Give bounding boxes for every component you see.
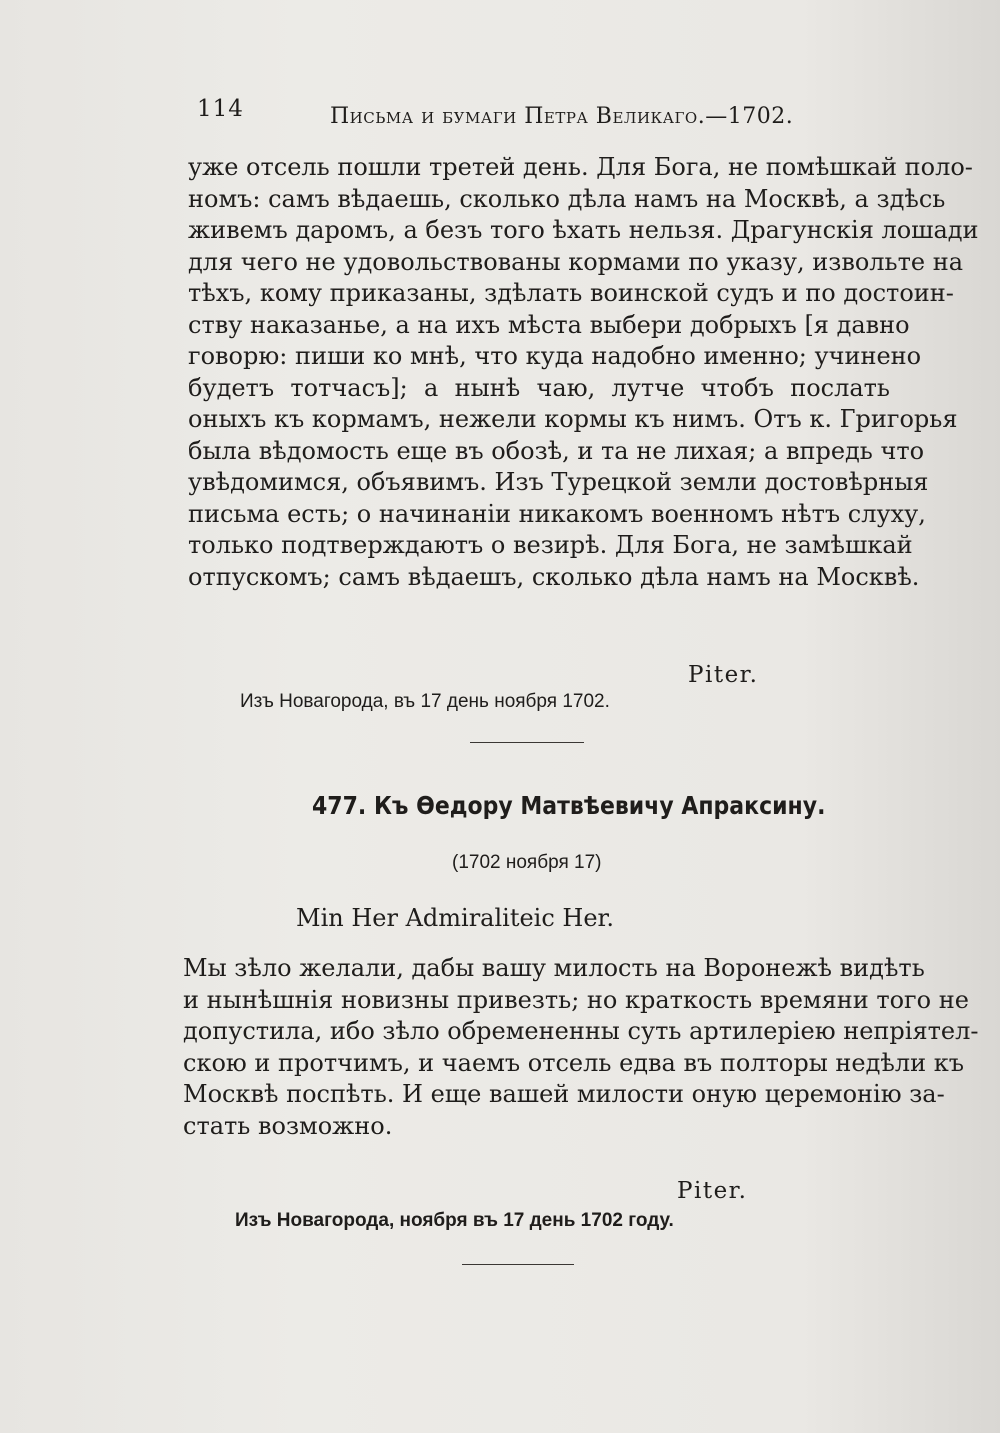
section-divider: [462, 1264, 574, 1265]
text-line: номъ: самъ вѣдаешь, сколько дѣла намъ на Москвѣ, а здѣсь: [188, 184, 946, 213]
text-line: допустила, ибо зѣло обремененны суть артилеріею непріятел-: [183, 1017, 979, 1045]
text-line: Москвѣ поспѣть. И еще вашей милости оную церемонію за-: [183, 1080, 945, 1108]
letter-continued-body: [188, 152, 979, 593]
text-line: отпускомъ; самъ вѣдаешъ, сколько дѣла намъ на Москвѣ.: [188, 562, 920, 591]
signature: Piter.: [688, 662, 759, 688]
text-line: была вѣдомость еще въ обозѣ, и та не лихая; а впредь что: [188, 436, 925, 465]
running-title: Письма и бумаги Петра Великаго.—1702.: [330, 104, 794, 129]
signature: Piter.: [677, 1178, 748, 1204]
text-line: говорю: пиши ко мнѣ, что куда надобно именно; учинено: [188, 342, 922, 370]
letter-477-body: [183, 953, 979, 1142]
text-line: ству наказанье, а на ихъ мѣста выбери добрыхъ [я давно: [188, 310, 910, 339]
text-line: увѣдомимся, объявимъ. Изъ Турецкой земли достовѣрныя: [188, 468, 929, 496]
text-line: для чего не удовольствованы кормами по указу, извольте на: [188, 247, 964, 276]
text-line: скою и протчимъ, и чаемъ отсель едва въ полторы недѣли къ: [183, 1048, 965, 1077]
place-date: Изъ Новагорода, ноября въ 17 день 1702 году.: [235, 1210, 674, 1231]
letter-heading: 477. Къ Ѳедору Матвѣевичу Апраксину.: [312, 791, 826, 820]
text-line: живемъ даромъ, а безъ того ѣхать нельзя. Драгунскія лошади: [188, 216, 979, 244]
text-line: только подтверждаютъ о везирѣ. Для Бога, не замѣшкай: [188, 531, 913, 559]
letter-date: (1702 ноября 17): [452, 852, 602, 873]
section-divider: [470, 742, 584, 743]
salutation: Min Her Admiraliteic Her.: [296, 904, 615, 932]
page-number: 114: [197, 96, 244, 122]
text-line: будетъ тотчасъ]; а нынѣ чаю, лутче чтобъ послать: [188, 373, 890, 402]
text-line: Мы зѣло желали, дабы вашу милость на Воронежѣ видѣть: [183, 954, 925, 982]
text-line: оныхъ къ кормамъ, нежели кормы къ нимъ. Отъ к. Григорья: [188, 405, 958, 433]
text-line: и нынѣшнія новизны привезть; но краткость времяни того не: [183, 985, 969, 1014]
place-date: Изъ Новагорода, въ 17 день ноября 1702.: [240, 691, 610, 712]
text-line: письма есть; о начинаніи никакомъ военномъ нѣтъ слуху,: [188, 499, 926, 528]
text-line: стать возможно.: [183, 1111, 393, 1140]
text-line: тѣхъ, кому приказаны, здѣлать воинской судъ и по достоин-: [188, 279, 954, 307]
text-line: уже отсель пошли третей день. Для Бога, не помѣшкай поло-: [188, 153, 973, 181]
